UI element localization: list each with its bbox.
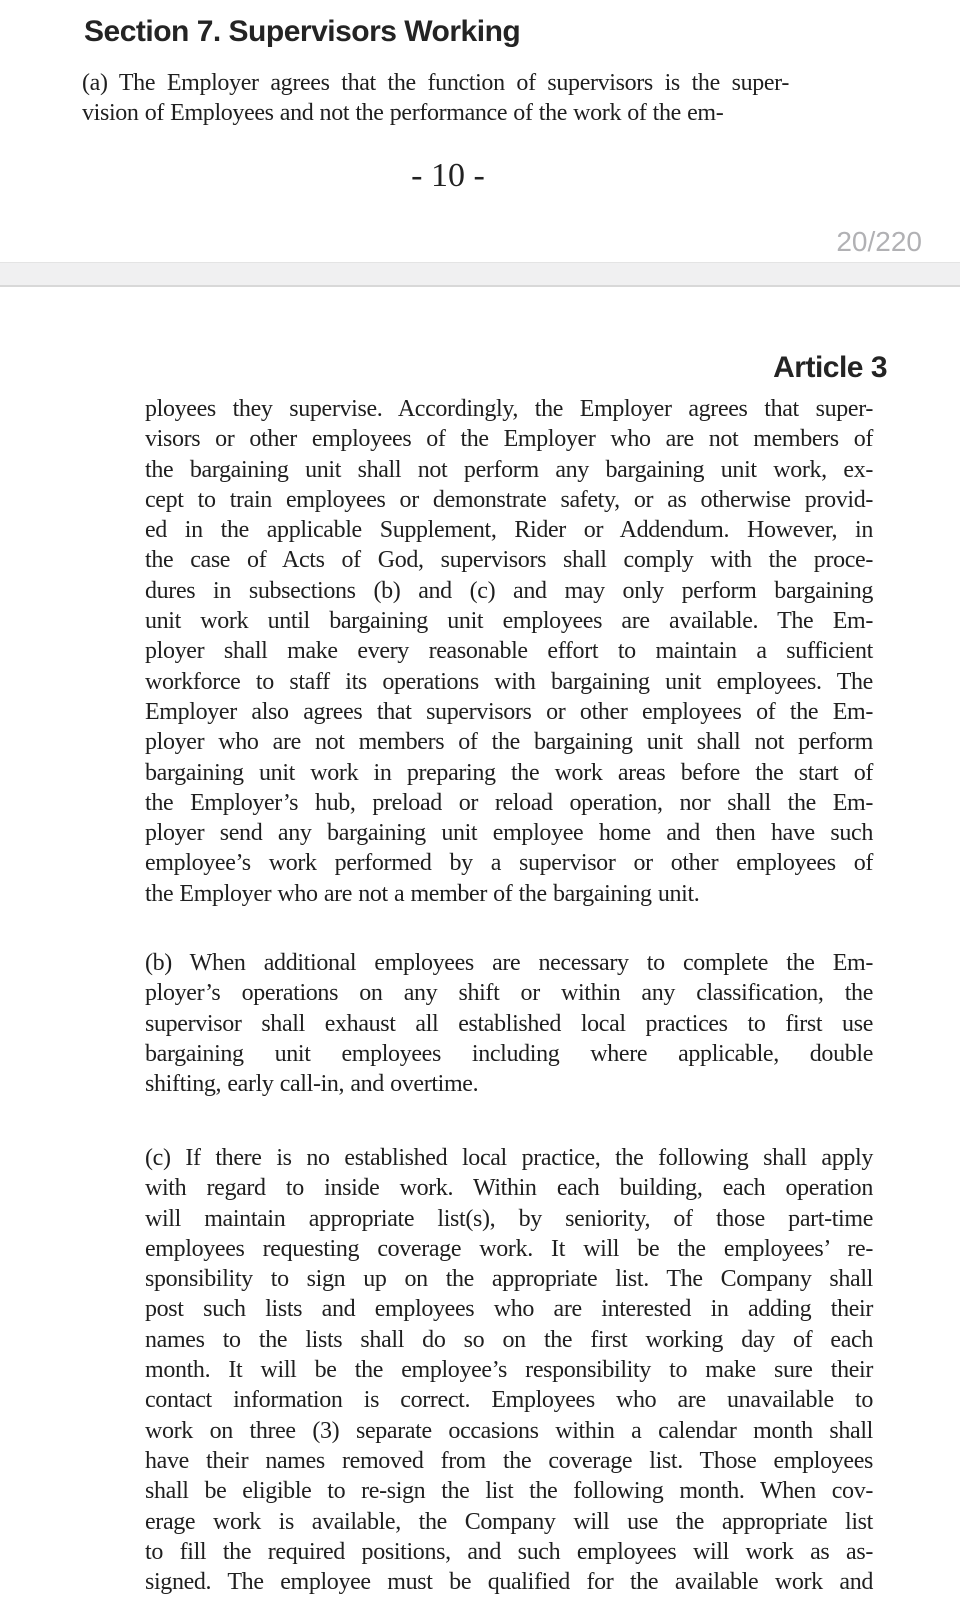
paragraph-c: (c) If there is no established local practice, the following shall apply with regard to inside work. Within each building, each operation will maintain appropriate list(s), by seniority, of those part-time employees requesting coverage work. It will be the employees’ re- sponsibility to sign up on the appropriate list. The Company shall post such lists and employees who are interested in adding their names to the lists shall do so on the first working day of each month. It will be the employee’s responsibility to make sure their contact information is correct. Employees who are unavailable to work on three (3) separate occasions within a calendar month shall have their names removed from the coverage list. Those employees shall be eligible to re-sign the list the following month. When cov- erage work is available, the Company will use the appropriate list to fill the required positions, and such employees will work as as- signed. The employee must be qualified for the available work and <box>145 1145 873 1596</box>
paragraph-b: (b) When additional employees are necessary to complete the Em- ployer’s operations on any shift or within any classification, the supervisor shall exhaust all established local practices to first use bargaining unit employees including where applicable, double shifting, early call-in, and overtime. <box>145 950 873 1098</box>
page-indicator: 20/220 <box>836 226 922 257</box>
section-heading: Section 7. Supervisors Working <box>84 15 521 48</box>
paragraph-a: (a) The Employer agrees that the function of supervisors is the super- vision of Employees and not the performance of the work of the em- <box>82 70 789 126</box>
article-heading: Article 3 <box>773 351 887 384</box>
page-separator-bar <box>0 262 960 287</box>
page-number-label: - 10 - <box>411 157 485 194</box>
paragraph-main: ployees they supervise. Accordingly, the Employer agrees that super- visors or other employees of the Employer who are not members of the bargaining unit shall not perform any bargaining unit work, ex- cept to train employees or demonstrate safety, or as otherwise provid- ed in the applicable Supplement, Rider or Addendum. However, in the case of Acts of God, supervisors shall comply with the proce- dures in subsections (b) and (c) and may only perform bargaining unit work until bargaining unit employees are available. The Em- ployer shall make every reasonable effort to maintain a sufficient workforce to staff its operations with bargaining unit employees. The Employer also agrees that supervisors or other employees of the Em- ployer who are not members of the bargaining unit shall not perform bargaining unit work in preparing the work areas before the start of the Employer’s hub, preload or reload operation, nor shall the Em- ployer send any bargaining unit employee home and then have such employee’s work performed by a supervisor or other employees of the Employer who are not a member of the bargaining unit. <box>145 396 873 907</box>
